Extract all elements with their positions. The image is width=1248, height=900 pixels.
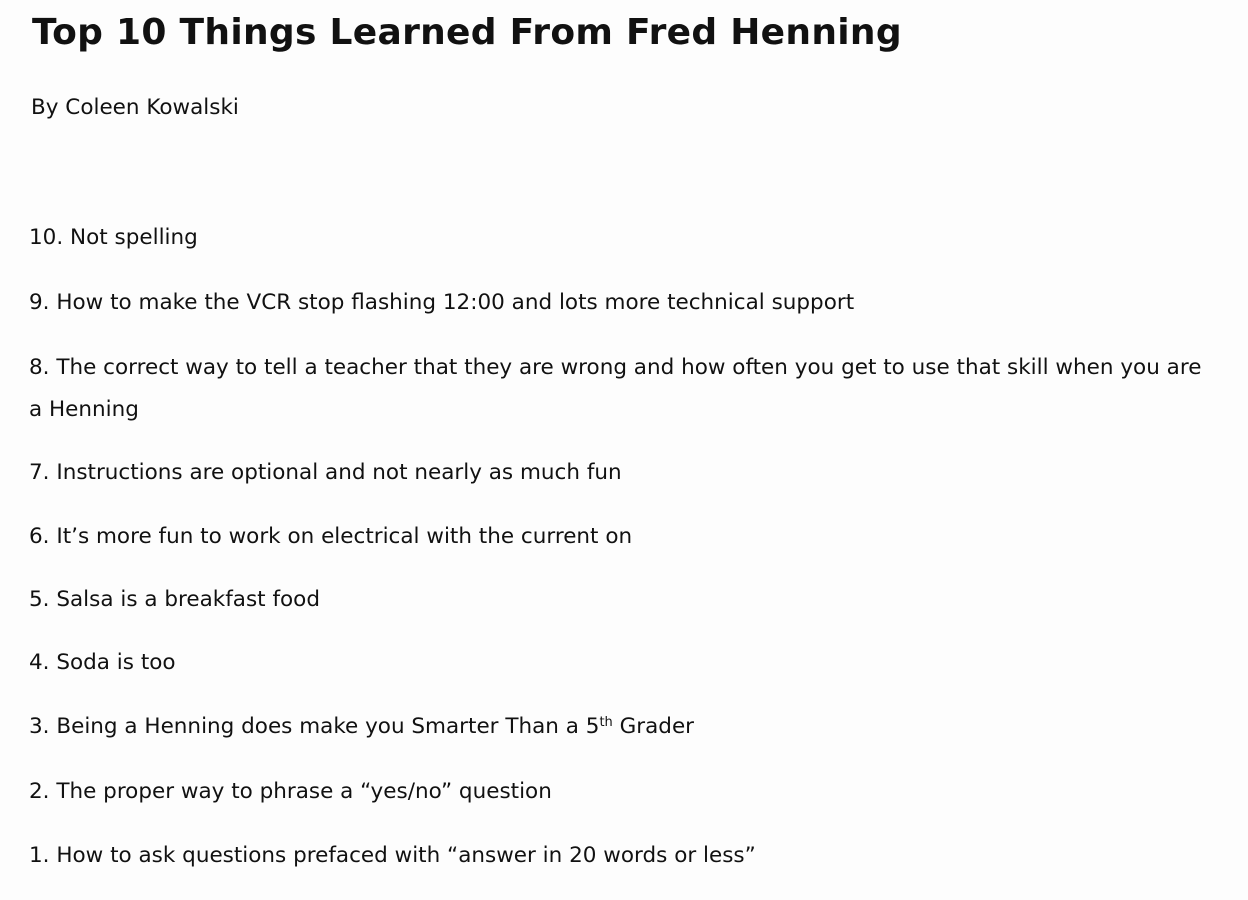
list-item-6: 6. It’s more fun to work on electrical with the current on [29,524,633,549]
list-item-9: 9. How to make the VCR stop flashing 12:00 and lots more technical support [29,290,855,315]
ordinal-superscript: th [599,715,613,730]
list-item-5: 5. Salsa is a breakfast food [29,587,320,612]
list-item-3-text-end: Grader [612,714,695,739]
list-item-8: 8. The correct way to tell a teacher that they are wrong and how often you get to use that skill when you are a Henning [29,355,1202,422]
list-item-10: 10. Not spelling [29,225,198,250]
byline: By Coleen Kowalski [31,95,239,120]
list-item-3 [29,706,694,748]
list-item-7: 7. Instructions are optional and not nearly as much fun [29,460,622,485]
list-item-3-text: 3. Being a Henning does make you Smarter Than a 5 [29,714,600,739]
document-title: Top 10 Things Learned From Fred Henning [32,12,902,53]
list-item-4: 4. Soda is too [29,650,176,675]
list-item-1: 1. How to ask questions prefaced with “answer in 20 words or less” [29,843,756,868]
list-item-2: 2. The proper way to phrase a “yes/no” question [29,779,552,804]
